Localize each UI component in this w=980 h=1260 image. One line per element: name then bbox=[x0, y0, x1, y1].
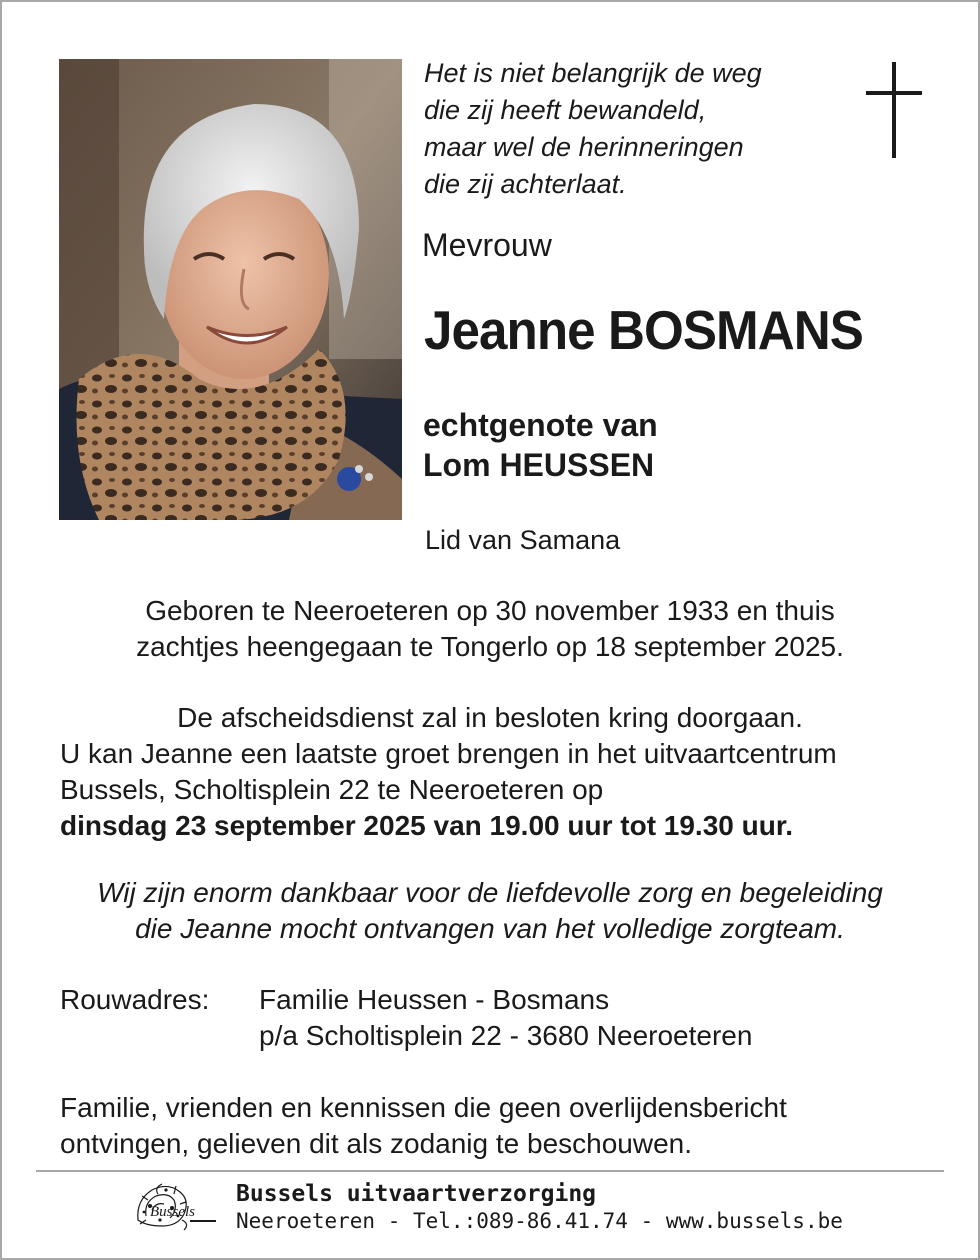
closing-line: Familie, vrienden en kennissen die geen overlijdensbericht bbox=[60, 1092, 787, 1123]
service-line: U kan Jeanne een laatste groet brengen in het uitvaartcentrum bbox=[60, 738, 837, 769]
poem bbox=[424, 55, 762, 203]
service-info bbox=[60, 700, 940, 844]
poem-line: maar wel de herinneringen bbox=[424, 132, 744, 162]
portrait-photo bbox=[59, 59, 402, 520]
closing-line: ontvingen, gelieven dit als zodanig te beschouwen. bbox=[60, 1128, 692, 1159]
death-line: zachtjes heengegaan te Tongerlo op 18 september 2025. bbox=[136, 631, 844, 662]
footer-divider bbox=[36, 1170, 944, 1172]
service-line: De afscheidsdienst zal in besloten kring doorgaan. bbox=[177, 702, 803, 733]
company-name: Bussels uitvaartverzorging bbox=[236, 1181, 597, 1207]
honorific: Mevrouw bbox=[422, 227, 552, 263]
service-line: Bussels, Scholtisplein 22 te Neeroeteren op bbox=[60, 774, 604, 805]
cross-icon bbox=[866, 62, 922, 158]
poem-line: die zij achterlaat. bbox=[424, 169, 627, 199]
closing-text bbox=[60, 1090, 787, 1162]
address-label: Rouwadres: bbox=[60, 984, 210, 1015]
logo-text: Bussels bbox=[150, 1204, 195, 1220]
spouse-block bbox=[423, 405, 658, 485]
membership: Lid van Samana bbox=[425, 525, 621, 555]
spouse-name: Lom HEUSSEN bbox=[423, 447, 655, 483]
address-line: Familie Heussen - Bosmans bbox=[259, 984, 610, 1015]
thanks-text bbox=[60, 875, 920, 947]
relation-label: echtgenote van bbox=[423, 407, 658, 443]
birth-death-text bbox=[60, 593, 920, 665]
bussels-logo bbox=[132, 1180, 220, 1232]
thanks-line: Wij zijn enorm dankbaar voor de liefdevolle zorg en begeleiding bbox=[97, 877, 883, 908]
poem-line: die zij heeft bewandeld, bbox=[424, 95, 707, 125]
deceased-name: Jeanne BOSMANS bbox=[424, 299, 863, 361]
poem-line: Het is niet belangrijk de weg bbox=[424, 58, 762, 88]
service-datetime: dinsdag 23 september 2025 van 19.00 uur tot 19.30 uur. bbox=[60, 810, 793, 841]
thanks-line: die Jeanne mocht ontvangen van het volledige zorgteam. bbox=[135, 913, 845, 944]
company-contact: Neeroeteren - Tel.:089-86.41.74 - www.bussels.be bbox=[236, 1209, 843, 1233]
address-line: p/a Scholtisplein 22 - 3680 Neeroeteren bbox=[259, 1020, 753, 1051]
birth-line: Geboren te Neeroeteren op 30 november 1933 en thuis bbox=[145, 595, 835, 626]
